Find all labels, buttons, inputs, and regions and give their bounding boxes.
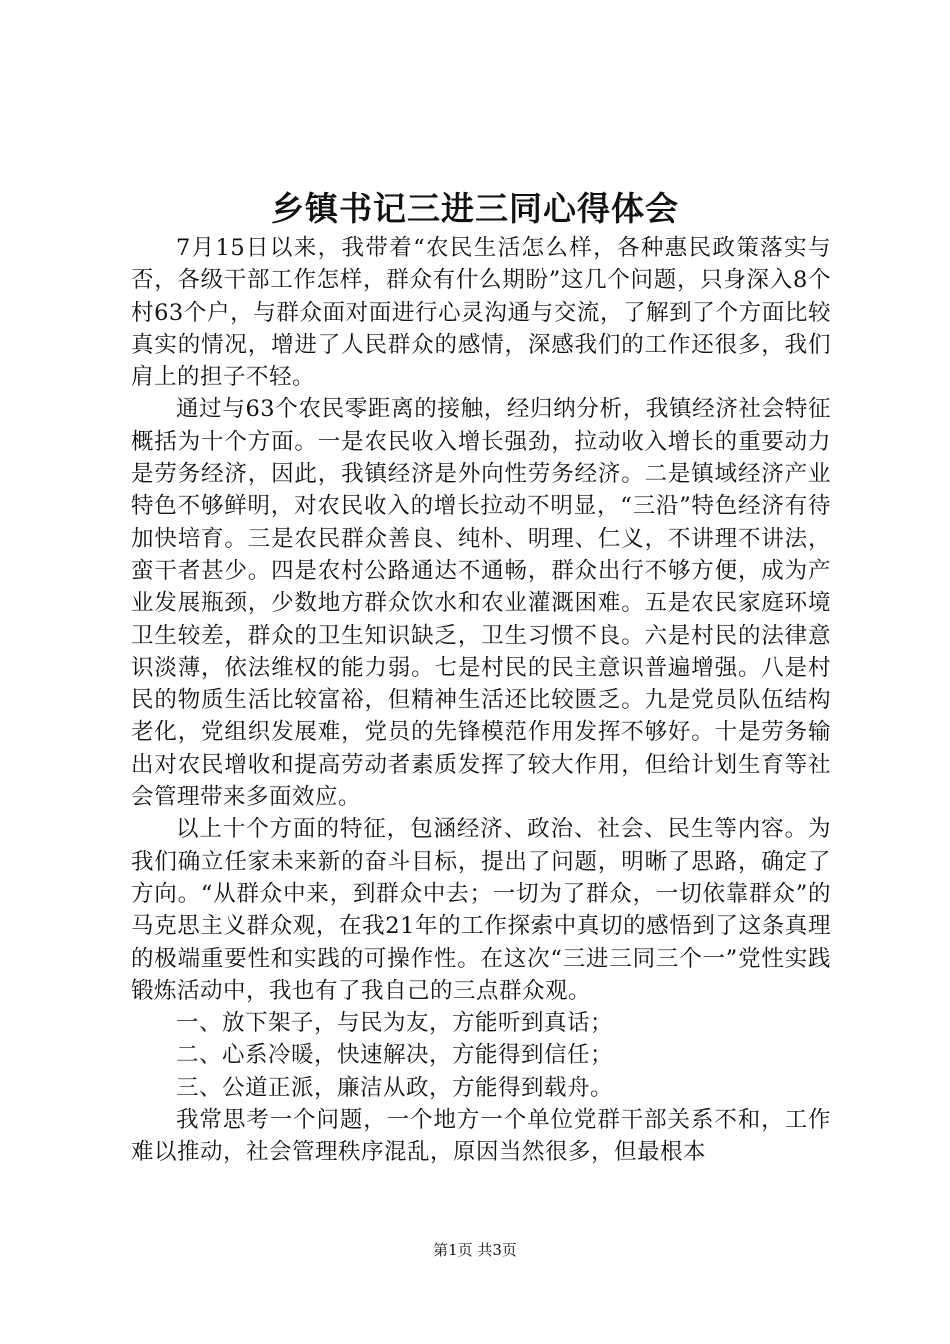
paragraph-ten-features: 通过与63个农民零距离的接触，经归纳分析，我镇经济社会特征概括为十个方面。一是农民收入增长强劲，拉动收入增长的重要动力是劳务经济，因此，我镇经济是外向性劳务经济。二是镇域经济产业特色不够鲜明，对农民收入的增长拉动不明显，“三沿”特色经济有待加快培育。三是农民群众善良、纯朴、明理、仁义，不讲理不讲法，蛮干者甚少。四是农村公路通达不通畅，群众出行不够方便，成为产业发展瓶颈，少数地方群众饮水和农业灌溉困难。五是农民家庭环境卫生较差，群众的卫生知识缺乏，卫生习惯不良。六是村民的法律意识淡薄，依法维权的能力弱。七是村民的民主意识普遍增强。八是村民的物质生活比较富裕，但精神生活还比较匮乏。九是党员队伍结构老化，党组织发展难，党员的先锋模范作用发挥不够好。十是劳务输出对农民增收和提高劳动者素质发挥了较大作用，但给计划生育等社会管理带来多面效应。: [131, 396, 831, 811]
list-item-point-2: 二、心系冷暖，快速解决，方能得到信任；: [176, 1042, 614, 1069]
paragraph-summary: 以上十个方面的特征，包涵经济、政治、社会、民生等内容。为我们确立任家未来新的奋斗目标，提出了问题，明晰了思路，确定了方向。“从群众中来，到群众中去；一切为了群众，一切依靠群众”的马克思主义群众观，在我21年的工作探索中真切的感悟到了这条真理的极端重要性和实践的可操作性。在这次“三进三同三个一”党性实践锻炼活动中，我也有了我自己的三点群众观。: [131, 816, 831, 1004]
paragraph-intro: 7月15日以来，我带着“农民生活怎么样，各种惠民政策落实与否，各级干部工作怎样，群众有什么期盼”这几个问题，只身深入8个村63个户，与群众面对面进行心灵沟通与交流，了解到了个方面比较真实的情况，增进了人民群众的感情，深感我们的工作还很多，我们肩上的担子不轻。: [131, 235, 831, 391]
document-title: 乡镇书记三进三同心得体会: [271, 189, 679, 228]
list-item-point-1: 一、放下架子，与民为友，方能听到真话；: [176, 1010, 614, 1037]
list-item-point-3: 三、公道正派，廉洁从政，方能得到载舟。: [176, 1074, 614, 1101]
document-body: [131, 232, 831, 1169]
page-number-footer: 第1页 共3页: [433, 1241, 517, 1259]
paragraph-reflection: 我常思考一个问题，一个地方一个单位党群干部关系不和，工作难以推动，社会管理秩序混乱，原因当然很多，但最根本: [131, 1107, 831, 1166]
